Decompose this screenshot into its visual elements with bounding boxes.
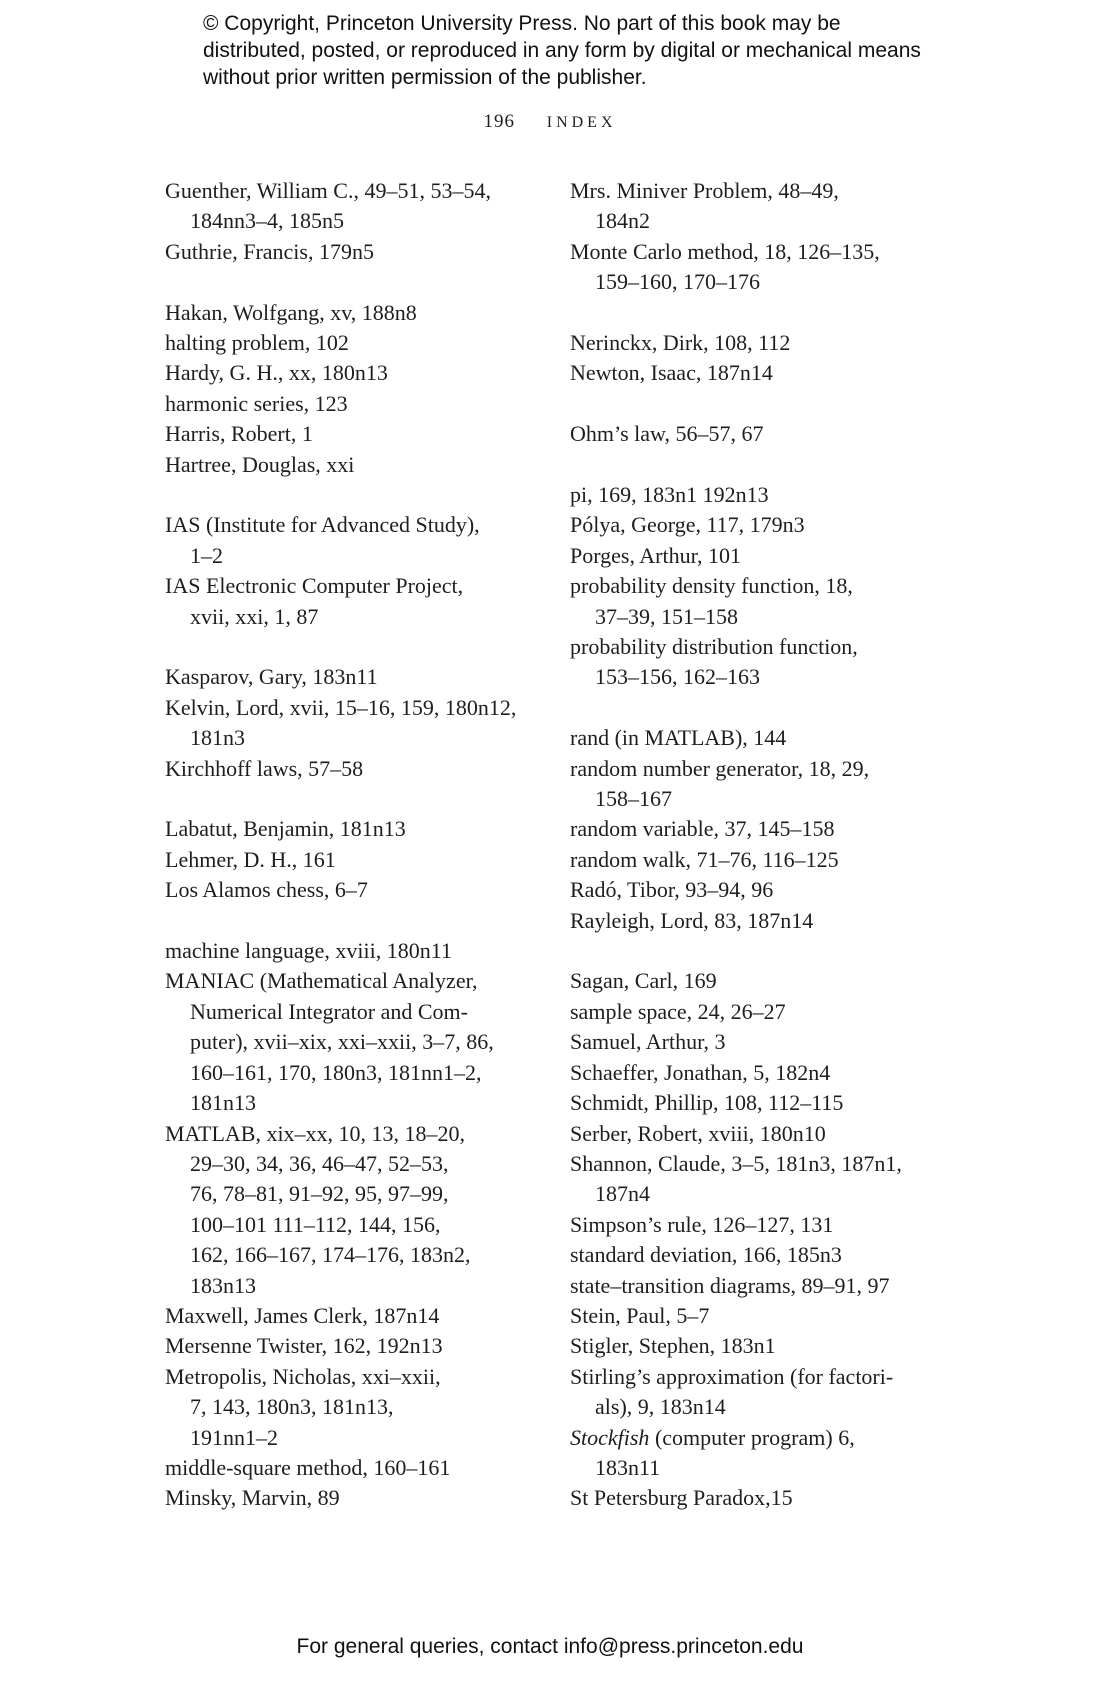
section-title: INDEX: [546, 114, 617, 131]
index-entry: MANIAC (Mathematical Analyzer, Numerical Integrator and Com- puter), xvii–xix, xxi–xxii, 3–7, 86, 160–161, 170, 180n3, 181nn1–2, 181n13: [165, 968, 494, 1116]
index-entry: random variable, 37, 145–158: [570, 816, 835, 842]
index-entry: [570, 1423, 950, 1484]
index-entry: Ohm’s law, 56–57, 67: [570, 421, 764, 447]
index-group-gap: [570, 450, 950, 480]
index-entry: IAS (Institute for Advanced Study), 1–2: [165, 512, 480, 568]
index-group-gap: [165, 480, 535, 510]
index-entry: MATLAB, xix–xx, 10, 13, 18–20, 29–30, 34, 36, 46–47, 52–53, 76, 78–81, 91–92, 95, 97–99, 100–101 111–112, 144, 156, 162, 166–167, 174–176, 183n2, 183n13: [165, 1120, 471, 1298]
index-entry: Schaeffer, Jonathan, 5, 182n4: [570, 1059, 831, 1085]
index-entry: probability density function, 18, 37–39, 151–158: [570, 573, 853, 629]
index-entry: Kirchhoff laws, 57–58: [165, 755, 364, 781]
index-entry: Mersenne Twister, 162, 192n13: [165, 1333, 443, 1359]
index-entry: Porges, Arthur, 101: [570, 542, 742, 568]
index-entry: Pólya, George, 117, 179n3: [570, 512, 805, 538]
index-entry: Nerinckx, Dirk, 108, 112: [570, 330, 791, 356]
index-entry: Radó, Tibor, 93–94, 96: [570, 877, 774, 903]
index-entry: Monte Carlo method, 18, 126–135, 159–160, 170–176: [570, 238, 880, 295]
index-entry: sample space, 24, 26–27: [570, 998, 786, 1024]
index-entry: Guthrie, Francis, 179n5: [165, 238, 374, 264]
index-entry: random walk, 71–76, 116–125: [570, 846, 839, 872]
index-entry: Mrs. Miniver Problem, 48–49, 184n2: [570, 178, 839, 234]
index-group-gap: [570, 298, 950, 328]
page-number: 196: [483, 111, 515, 132]
index-entry: Metropolis, Nicholas, xxi–xxii, 7, 143, 180n3, 181n13, 191nn1–2: [165, 1363, 441, 1450]
footer-contact: For general queries, contact info@press.princeton.edu: [296, 1635, 804, 1658]
index-entry: Stigler, Stephen, 183n1: [570, 1333, 776, 1359]
index-entry: Hakan, Wolfgang, xv, 188n8: [165, 299, 417, 325]
index-entry: Stirling’s approximation (for factori- als), 9, 183n14: [570, 1363, 894, 1420]
index-entry: Shannon, Claude, 3–5, 181n3, 187n1, 187n4: [570, 1150, 902, 1207]
index-entry: harmonic series, 123: [165, 390, 348, 416]
index-group-gap: [570, 693, 950, 723]
index-entry: Los Alamos chess, 6–7: [165, 877, 368, 903]
index-group-gap: [165, 632, 535, 662]
index-column-right: [570, 176, 950, 1514]
index-entry: Schmidt, Phillip, 108, 112–115: [570, 1090, 844, 1116]
copyright-notice: © Copyright, Princeton University Press. No part of this book may be distributed, posted, or reproduced in any form by digital or mechanical means without prior written permission of the publisher.: [203, 12, 921, 89]
index-entry: Serber, Robert, xviii, 180n10: [570, 1120, 826, 1146]
index-group-gap: [570, 936, 950, 966]
index-entry: Labatut, Benjamin, 181n13: [165, 816, 406, 842]
index-entry: Harris, Robert, 1: [165, 421, 313, 447]
index-entry: Maxwell, James Clerk, 187n14: [165, 1302, 440, 1328]
index-entry: standard deviation, 166, 185n3: [570, 1242, 842, 1268]
index-column-left: [165, 176, 535, 1514]
index-group-gap: [165, 267, 535, 297]
index-entry: Simpson’s rule, 126–127, 131: [570, 1211, 834, 1237]
index-group-gap: [165, 784, 535, 814]
index-entry: middle-square method, 160–161: [165, 1454, 451, 1480]
index-entry: Kasparov, Gary, 183n11: [165, 664, 378, 690]
index-entry: pi, 169, 183n1 192n13: [570, 482, 769, 508]
index-entry: IAS Electronic Computer Project, xvii, xxi, 1, 87: [165, 573, 464, 629]
index-entry: probability distribution function, 153–156, 162–163: [570, 634, 858, 690]
index-entry: Newton, Isaac, 187n14: [570, 360, 773, 386]
index-entry: Minsky, Marvin, 89: [165, 1485, 340, 1511]
index-group-gap: [165, 906, 535, 936]
index-entry: St Petersburg Paradox,15: [570, 1485, 793, 1511]
index-entry-locators: (computer program) 6, 183n11: [595, 1424, 855, 1480]
index-entry: Guenther, William C., 49–51, 53–54, 184nn3–4, 185n5: [165, 178, 491, 234]
index-entry: Hartree, Douglas, xxi: [165, 451, 355, 477]
index-entry: Lehmer, D. H., 161: [165, 846, 336, 872]
running-head: [0, 111, 1100, 133]
index-entry: Rayleigh, Lord, 83, 187n14: [570, 907, 814, 933]
index-entry: Hardy, G. H., xx, 180n13: [165, 360, 388, 386]
index-entry: rand (in MATLAB), 144: [570, 725, 787, 751]
index-entry-italic-term: Stockfish: [570, 1424, 650, 1450]
index-group-gap: [570, 389, 950, 419]
index-entry: machine language, xviii, 180n11: [165, 938, 452, 964]
index-entry: Sagan, Carl, 169: [570, 968, 717, 994]
index-entry: Kelvin, Lord, xvii, 15–16, 159, 180n12, 181n3: [165, 694, 517, 751]
index-entry: halting problem, 102: [165, 330, 349, 356]
index-entry: Stein, Paul, 5–7: [570, 1302, 710, 1328]
index-entry: Samuel, Arthur, 3: [570, 1029, 726, 1055]
index-entry: random number generator, 18, 29, 158–167: [570, 755, 870, 812]
index-entry: state–transition diagrams, 89–91, 97: [570, 1272, 890, 1298]
